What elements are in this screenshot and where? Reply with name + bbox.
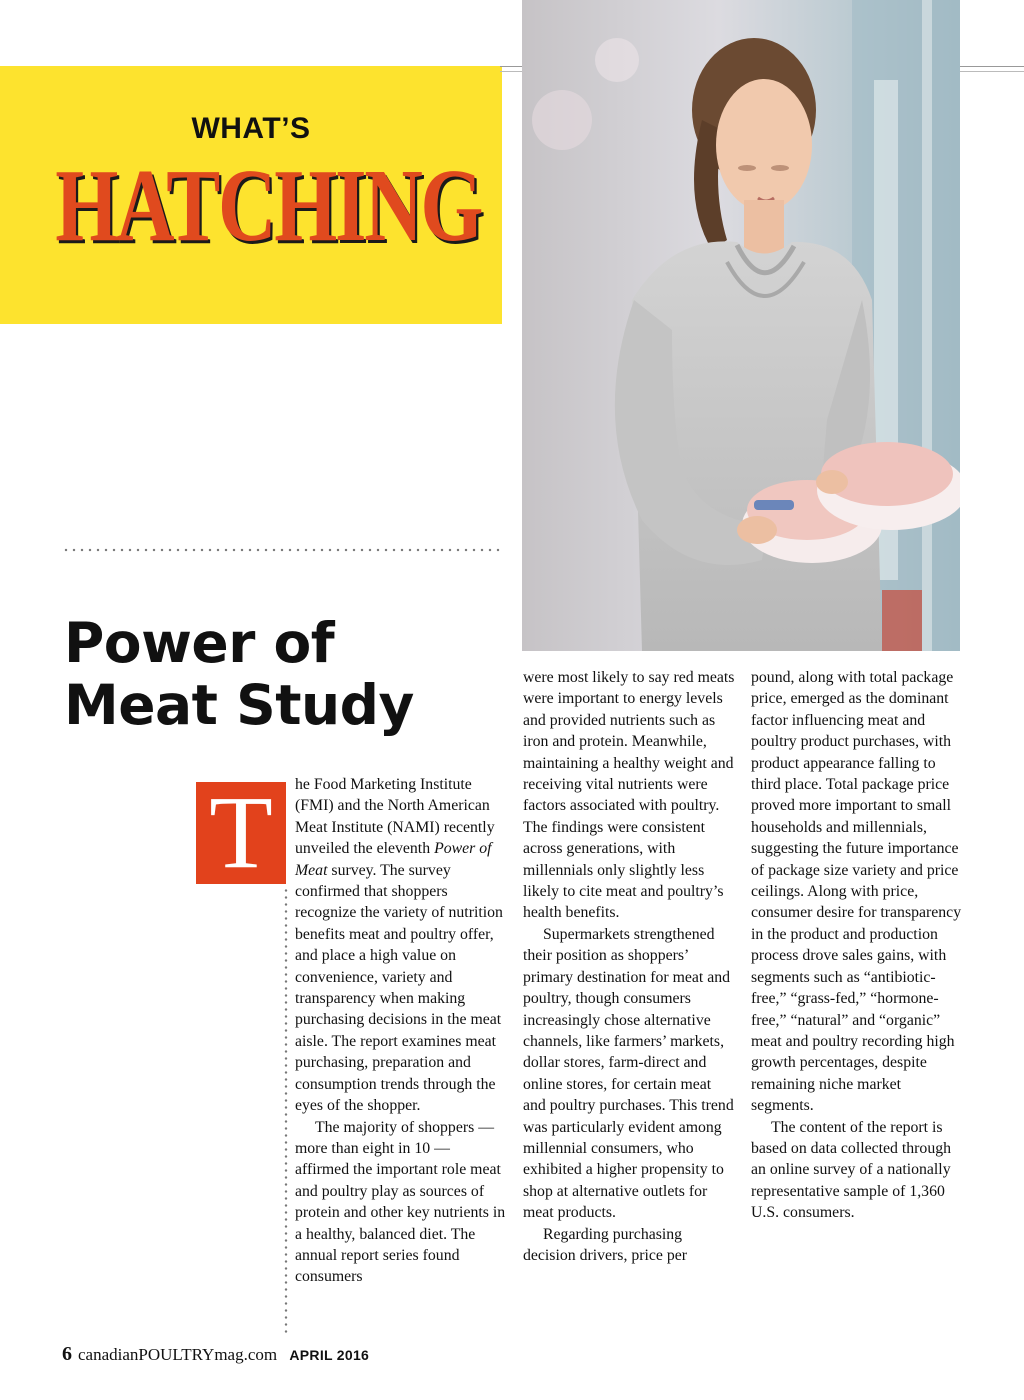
woman-holding-poultry-package-photo <box>522 0 960 651</box>
paragraph: pound, along with total package price, emerged as the dominant factor influencing meat and poultry product purchases, with product appearance falling to third place. Total package price proved more important to small households and millennials, suggesting the future importance of package size variety and price ceilings. Along with price, consumer desire for transparency in the product and production process drove sales gains, with segments such as “antibiotic-free,” “grass-fed,” “hormone-free,” “natural” and “organic” meat and poultry recording high growth percentages, despite remaining niche market segments. <box>751 669 962 1115</box>
section-kicker: WHAT’S <box>191 112 311 145</box>
top-rule-left <box>500 66 522 67</box>
dotted-divider <box>62 548 502 552</box>
section-title: HATCHING <box>55 148 482 263</box>
survey-title: Power of Meat <box>295 840 492 879</box>
article-column-2 <box>523 667 735 1266</box>
site-prefix: canadian <box>78 1345 139 1364</box>
paragraph-text: survey. The survey confirmed that shoppers recognize the variety of nutrition benefits meat and poultry offer, and place a high value on convenience, variety and transparency when making purchasing decisions in the meat aisle. The report examines meat purchasing, preparation and consumption trends through the eyes of the shopper. <box>295 861 503 1115</box>
article-column-3 <box>751 667 963 1224</box>
page-number: 6 <box>62 1343 72 1365</box>
paragraph: Supermarkets strengthened their position as shoppers’ primary destination for meat and poultry, though consumers increasingly chose alternative channels, like farmers’ markets, dollar stores, farm-direct and online stores, for certain meat and poultry purchases. This trend was particularly evident among millennial consumers, who exhibited a higher propensity to shop at alternative outlets for meat products. <box>523 925 734 1222</box>
paragraph: The majority of shoppers — more than eight in 10 — affirmed the important role meat and poultry play as sources of protein and other key nutrients in a healthy, balanced diet. The annual report series found consumers <box>295 1118 506 1286</box>
drop-cap: T <box>196 782 286 884</box>
site-suffix: mag.com <box>214 1345 278 1364</box>
top-rule-left-2 <box>500 71 522 72</box>
paragraph: were most likely to say red meats were important to energy levels and provided nutrients such as iron and protein. Meanwhile, maintaining a healthy weight and receiving vital nutrients were factors associated with poultry. The findings were consistent across generations, with millennials only slightly less likely to cite meat and poultry’s health benefits. <box>523 669 735 922</box>
top-rule-right <box>960 66 1024 67</box>
site-brand: POULTRY <box>138 1345 215 1364</box>
paragraph: Regarding purchasing decision drivers, price per <box>523 1225 688 1264</box>
page-footer <box>62 1343 369 1366</box>
paragraph-text: he Food Marketing Institute (FMI) and the North American Meat Institute (NAMI) recently unveiled the eleventh <box>295 776 495 858</box>
top-rule-right-2 <box>960 71 1024 72</box>
article-column-1 <box>295 774 507 1288</box>
article-headline: Power of Meat Study <box>64 611 414 737</box>
dotted-column-rule <box>284 887 288 1335</box>
issue-date: APRIL 2016 <box>289 1347 370 1363</box>
paragraph: The content of the report is based on data collected through an online survey of a nationally representative sample of 1,360 U.S. consumers. <box>751 1118 952 1222</box>
section-banner <box>0 66 502 324</box>
paragraph <box>295 774 507 1117</box>
